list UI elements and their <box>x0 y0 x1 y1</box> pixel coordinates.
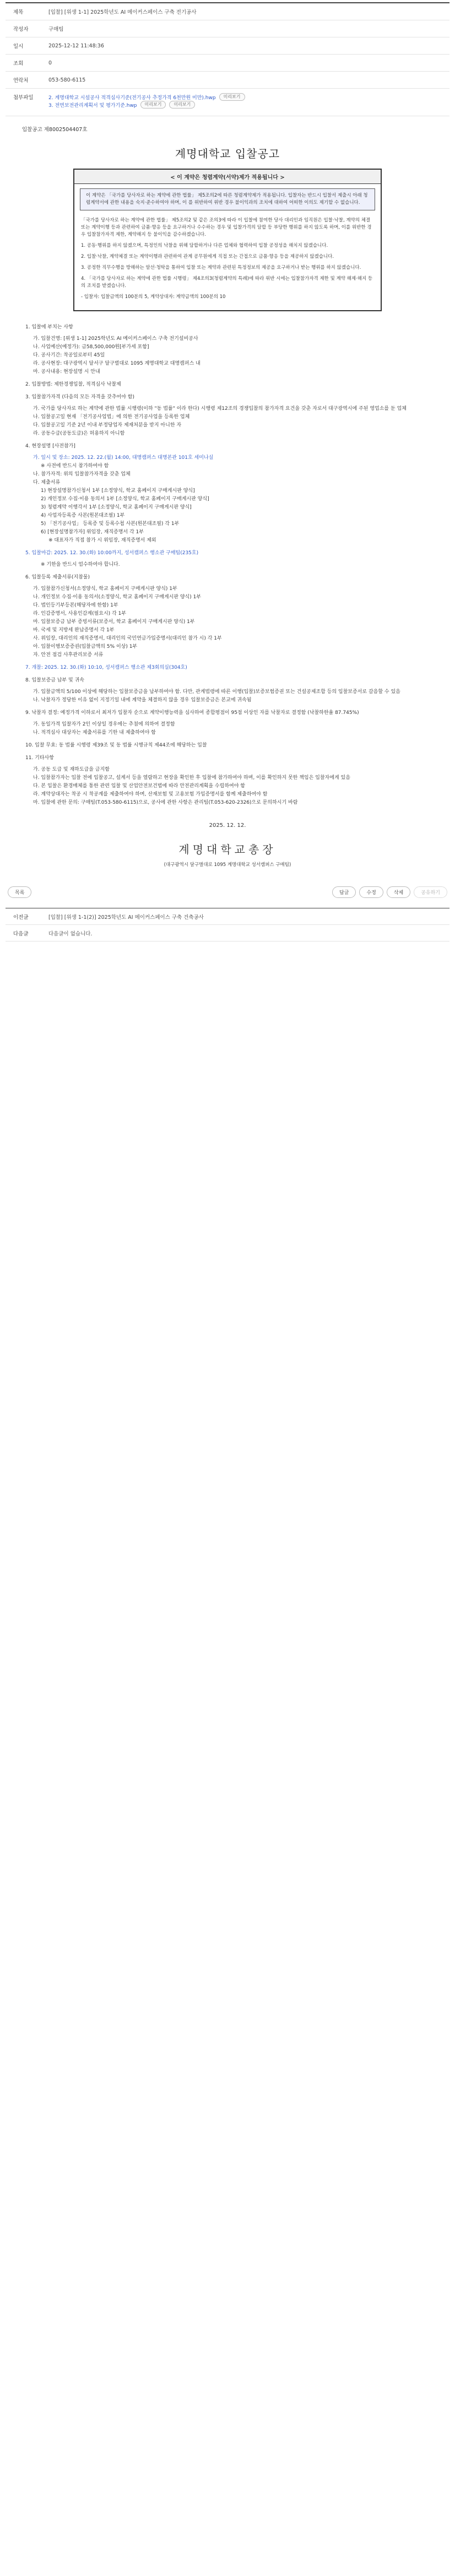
prev-link[interactable]: [입찰] [위생 1-1(2)] 2025학년도 AI 메이커스페이스 구축 건축공사 <box>48 914 204 921</box>
meta-views-row <box>6 55 449 72</box>
share-button[interactable]: 공유하기 <box>414 886 447 898</box>
notice-paragraph: 1. 공동·행위를 하지 않겠으며, 특정인의 낙찰을 위해 담합하거나 다른 업체와 협력하여 입찰 공정성을 해치지 않겠습니다. <box>81 243 328 248</box>
section-item: 다. 본 입찰은 환경매체를 통한 관련 입찰 및 산업안전보건법에 따라 안전관리계획을 수립하여야 함 <box>33 783 245 789</box>
prev-label: 이전글 <box>13 914 29 921</box>
notice-paragraph: - 입찰자: 입찰금액의 100분의 5, 계약상대자: 계약금액의 100분의 10 <box>81 294 226 300</box>
doc-number: 입찰공고 제8002504407호 <box>22 127 88 133</box>
meta-attach-label: 첨부파일 <box>13 95 34 101</box>
section-heading: 8. 입찰보증금 납부 및 귀속 <box>25 678 84 683</box>
section-item: 가. 국가를 당사자로 하는 계약에 관한 법률 시행령(이하 "동 법률" 이라 한다) 시행령 제12조의 경쟁입찰의 참가자격 요건을 갖춘 자로서 대구광역시에 주된 영업소를 둔 업체 <box>33 406 407 412</box>
section-item: 자. 안전 점검 사후관리보증 서류 <box>33 652 104 658</box>
section-item: ※ 사전에 반드시 참가하여야 함 <box>41 463 109 469</box>
meta-views-label: 조회 <box>13 61 24 67</box>
section-item: 가. 일시 및 장소: 2025. 12. 22.(월) 14:00, 대명캠퍼스 대명본관 101호 세미나실 <box>33 455 214 461</box>
integrity-notice-box <box>73 169 382 311</box>
prev-post-row[interactable] <box>6 908 449 925</box>
list-button[interactable]: 목록 <box>8 886 31 898</box>
meta-author-row <box>6 20 449 37</box>
section-item: 3) 청렴계약 이행각서 1부 [소정양식, 학교 홈페이지 구매게시판 양식] <box>41 505 192 510</box>
section-item: 나. 입찰참가자는 입찰 전에 입찰공고, 설계서 등을 열람하고 현장을 확인한 후 입찰에 참가하여야 하며, 이를 확인하지 못한 책임은 입찰자에게 있음 <box>33 775 350 781</box>
meta-contact-value: 053-580-6115 <box>48 77 86 83</box>
section-heading: 10. 입찰 무효: 동 법률 시행령 제39조 및 동 법률 시행규칙 제44조에 해당하는 입찰 <box>25 743 207 748</box>
section-item: 나. 낙찰자가 정당한 이유 없이 지정기일 내에 계약을 체결하지 않을 경우 입찰보증금은 본교에 귀속됨 <box>33 697 252 703</box>
meta-date-row <box>6 37 449 55</box>
delete-button[interactable]: 삭제 <box>387 886 410 898</box>
section-item: ※ 대표자가 직접 참가 시 위임장, 재직증명서 제외 <box>48 538 156 543</box>
section-item: 나. 적격심사 대상자는 제출서류를 기한 내 제출하여야 함 <box>33 730 156 735</box>
section-item: 다. 공사기간: 착공일로부터 45일 <box>33 353 105 358</box>
attachment-item <box>48 93 449 101</box>
meta-contact-label: 연락처 <box>13 78 29 84</box>
meta-date-value: 2025-12-12 11:48:36 <box>48 42 104 49</box>
next-value: 다음글이 없습니다. <box>48 930 93 937</box>
section-item: 4) 사업자등록증 사본(원본대조필) 1부 <box>41 513 125 518</box>
section-item: ※ 기한을 반드시 엄수하여야 합니다. <box>41 562 120 567</box>
section-item: 라. 공동수급(공동도급)은 허용하지 아니함 <box>33 431 125 436</box>
section-item: 마. 입찰보증금 납부 증빙서류(보증서, 학교 홈페이지 구매게시판 양식) 1부 <box>33 619 195 625</box>
meta-author-value: 구매팀 <box>48 26 64 33</box>
signature-block <box>22 822 433 868</box>
section-item: 바. 국세 및 지방세 완납증명서 각 1부 <box>33 627 115 633</box>
meta-title-label: 제목 <box>13 9 24 15</box>
section-item: 가. 입찰건명: [위생 1-1] 2025학년도 AI 메이커스페이스 구축 전기설비공사 <box>33 336 198 342</box>
notice-body <box>74 215 381 310</box>
preview-button[interactable]: 미리보기 <box>140 101 166 109</box>
notice-paragraph: 2. 입찰·낙찰, 계약체결 또는 계약이행과 관련하여 관계 공무원에게 직접 또는 간접으로 금품·향응 등을 제공하지 않겠습니다. <box>81 254 334 259</box>
post-meta-table <box>6 2 449 116</box>
section-item: 마. 공사내용: 현장설명 시 안내 <box>33 369 100 375</box>
action-button-group <box>332 886 447 898</box>
section-item: 나. 사업예산(예정가): 금58,500,000원[부가세 포함] <box>33 344 149 350</box>
section-item: 가. 입찰참가신청서(소정양식, 학교 홈페이지 구매게시판 양식) 1부 <box>33 586 177 592</box>
section-item: 가. 동일가격 입찰자가 2인 이상일 경우에는 추첨에 의하여 결정함 <box>33 722 175 727</box>
notice-paragraph: 「국가를 당사자로 하는 계약에 관한 법률」 제5조의2 및 같은 조의3에 따라 이 입찰에 참여한 당사 대리인과 임직원은 입찰·낙찰, 계약의 체결 또는 계약이행 등과 관련하여 금품·향응 등을 요구하거나 수수하는 경우 및 입찰가격의 담합 등 부당한 행위를 하지 않도록 하며, 이를 위반한 경우 입찰참가자격 제한, 계약해지 등 불이익을 감수하겠습니다. <box>81 218 372 237</box>
section-item: 사. 위임장, 대리인의 재직증명서, 대리인의 국민연금가입증명서(대리인 참가 시) 각 1부 <box>33 636 222 641</box>
section-heading: 5. 입찰마감: 2025. 12. 30.(화) 10:00까지, 성서캠퍼스 행소관 구매팀(235호) <box>25 550 199 556</box>
notice-inner: 이 계약은 「국가를 당사자로 하는 계약에 관한 법률」 제5조의2에 따른 청렴계약제가 적용됩니다. 입찰자는 반드시 입찰서 제출시 아래 청렴계약서에 관한 내용을 숙지·준수하여야 하며, 이 를 위반하여 위반 경우 불이익과의 조치에 대하여 어떠한 이의도 제기할 수 없습니다. <box>80 188 375 210</box>
prev-next-nav <box>6 908 449 941</box>
doc-title: 계명대학교 입찰공고 <box>175 147 280 160</box>
post-view <box>0 2 455 964</box>
section-item: 마. 입찰에 관한 문의: 구매팀(T.053-580-6115)으로, 공사에 관한 사항은 관리팀(T.053-620-2326)으로 문의하시기 바람 <box>33 800 298 805</box>
section-heading: 1. 입찰에 부치는 사항 <box>25 324 73 330</box>
section-item: 1) 현장설명참가신청서 1부 [소정양식, 학교 홈페이지 구매게시판 양식] <box>41 488 195 494</box>
sign-date: 2025. 12. 12. <box>209 822 246 829</box>
next-label: 다음글 <box>13 930 29 937</box>
sign-name: 계명대학교총장 <box>178 843 277 856</box>
meta-date-label: 일시 <box>13 44 24 50</box>
section-item: 나. 참가자격: 위의 입찰참가자격을 갖춘 업체 <box>33 472 131 477</box>
section-item: 라. 공사현장: 대구광역시 달서구 달구벌대로 1095 계명대학교 대명캠퍼스 내 <box>33 361 201 366</box>
attachment-link[interactable]: 2. 계명대학교 시설공사 적격심사기준(전기공사 추정가격 6천만원 미만).hwp <box>48 95 216 101</box>
section-heading: 4. 현장설명 [사전참가] <box>25 443 75 449</box>
sign-address: (대구광역시 달구벌대로 1095 계명대학교 성서캠퍼스 구매팀) <box>164 862 291 868</box>
post-content <box>6 116 449 868</box>
modify-button[interactable]: 수정 <box>359 886 383 898</box>
section-item: 다. 입찰공고일 기준 2년 이내 부정당업자 제재처분을 받지 아니한 자 <box>33 423 182 428</box>
section-item: 다. 법인등기부등본(해당자에 한함) 1부 <box>33 603 118 608</box>
section-heading: 9. 낙찰자 결정: 예정가격 이하로서 최저가 입찰자 순으로 계약이행능력을 심사하여 종합평점이 95점 이상인 자를 낙찰자로 결정함 (낙찰하한율 87.745%) <box>25 710 359 716</box>
section-item: 아. 입찰이행보증증권(입찰금액의 5% 이상) 1부 <box>33 644 138 650</box>
section-item: 6) [현장설명참가자] 위임장, 재직증명서 각 1부 <box>41 529 144 535</box>
section-item: 다. 제출서류 <box>33 480 61 485</box>
section-item: 나. 개인정보 수집·이용 동의서(소정양식, 학교 홈페이지 구매게시판 양식) 1부 <box>33 594 202 600</box>
notice-sections <box>22 323 433 807</box>
attachment-item <box>48 101 449 109</box>
meta-attach-row <box>6 89 449 116</box>
section-item: 5) 「전기공사업」 등록증 및 등록수첩 사본(원본대조필) 각 1부 <box>41 521 180 527</box>
preview-button[interactable]: 미리보기 <box>169 101 195 109</box>
post-actions <box>6 886 449 898</box>
next-post-row <box>6 925 449 941</box>
meta-author-label: 작성자 <box>13 26 29 33</box>
notice-paragraph: 4. 「국가를 당사자로 하는 계약에 관한 법률 시행령」 제4조의3(청렴계약의 특례)에 따라 위반 시에는 입찰참가자격 제한 및 계약 해제·해지 등의 조치를 받겠습니다. <box>81 276 373 289</box>
notice-head: < 이 계약은 청렴계약(서약)제가 적용됩니다 > <box>74 170 381 184</box>
section-item: 나. 입찰공고일 현재 「전기공사업법」에 의한 전기공사업을 등록한 업체 <box>33 414 190 420</box>
reply-button[interactable]: 답글 <box>332 886 356 898</box>
section-item: 라. 인감증명서, 사용인감계(필요시) 각 1부 <box>33 611 127 616</box>
section-heading: 11. 기타사항 <box>25 755 54 761</box>
meta-title-row <box>6 3 449 20</box>
attachment-list <box>48 93 449 109</box>
section-heading: 2. 입찰방법: 제한경쟁입찰, 적격심사 낙찰제 <box>25 382 121 387</box>
meta-contact-row <box>6 72 449 89</box>
section-item: 2) 개인정보 수집·이용 동의서 1부 [소정양식, 학교 홈페이지 구매게시판 양식] <box>41 496 209 502</box>
notice-paragraph: 3. 공정한 직무수행을 방해하는 알선·청탁을 통하여 입찰 또는 계약과 관련된 특정정보의 제공을 요구하거나 받는 행위를 하지 않겠습니다. <box>81 265 361 270</box>
section-item: 라. 계약상대자는 착공 시 착공계를 제출하여야 하며, 산재보험 및 고용보험 가입증명서를 함께 제출하여야 함 <box>33 792 268 797</box>
attachment-link[interactable]: 3. 전면보전관리계획서 및 평가기준.hwp <box>48 102 137 109</box>
preview-button[interactable]: 미리보기 <box>219 93 245 101</box>
section-heading: 7. 개찰: 2025. 12. 30.(화) 10:10, 성서캠퍼스 행소관 제3회의실(304호) <box>25 665 187 670</box>
section-item: 가. 공동 도급 및 재하도급을 금지함 <box>33 767 110 772</box>
section-heading: 6. 입찰등록 제출서류(지참물) <box>25 575 90 580</box>
meta-views-value: 0 <box>48 59 52 66</box>
meta-title-value: [입찰] [위생 1-1] 2025학년도 AI 메이커스페이스 구축 전기공사 <box>48 9 197 15</box>
section-heading: 3. 입찰참가자격 (다음의 모든 자격을 갖추어야 함) <box>25 394 134 400</box>
section-item: 가. 입찰금액의 5/100 이상에 해당하는 입찰보증금을 납부하여야 함. 다만, 관계법령에 따른 이행(입찰)보증보험증권 또는 건설공제조합 등의 입찰보증서로 갈음할 수 있음 <box>33 689 400 695</box>
